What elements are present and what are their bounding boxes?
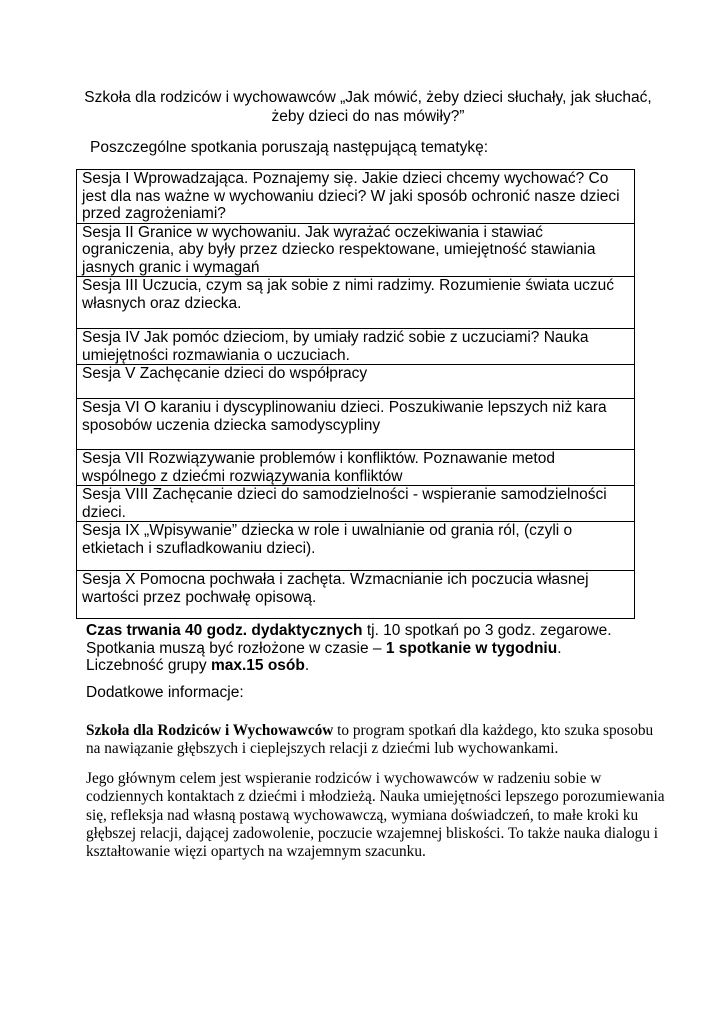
table-row [77,486,635,522]
schedule-text: Spotkania muszą być rozłożone w czasie – [86,639,386,657]
sessions-table [76,169,635,619]
duration-bold: Czas trwania 40 godz. dydaktycznych [86,622,363,639]
program-name: Szkoła dla Rodziców i Wychowawców [86,722,334,739]
duration-info [86,622,612,675]
session-cell: Sesja VII Rozwiązywanie problemów i konfliktów. Poznawanie metod wspólnego z dziećmi rozwiązywania konfliktów [77,450,635,486]
duration-line-1 [86,622,612,640]
group-size-end: . [304,657,310,674]
table-row [77,450,635,486]
table-row [77,329,635,365]
table-row [77,170,635,224]
intro-text: Poszczególne spotkania poruszają następującą tematykę: [90,139,489,156]
session-cell: Sesja VIII Zachęcanie dzieci do samodzielności - wspieranie samodzielności dzieci. [77,486,635,522]
extra-info-heading: Dodatkowe informacje: [86,684,244,701]
table-row [77,522,635,571]
group-size-bold: max.15 osób [210,657,305,674]
program-goal: Jego głównym celem jest wspieranie rodziców i wychowawców w radzeniu sobie w codziennych kontaktach z dziećmi i młodzieżą. Nauka umiejętności lepszego porozumiewania się, refleksja nad własną postawą wychowawczą, wymiana doświadczeń, to małe kroki ku głębszej relacji, dającej zadowolenie, poczucie wzajemnej bliskości. To także nauka dialogu i kształtowanie więzi opartych na wzajemnym szacunku. [86,770,665,861]
program-description-text: to program spotkań dla każdego, kto szuka sposobu na nawiązanie głębszych i cieplejszych relacji z dziećmi lub wychowankami. [86,722,654,758]
session-cell: Sesja IV Jak pomóc dzieciom, by umiały radzić sobie z uczuciami? Nauka umiejętności rozmawiania o uczuciach. [77,329,635,365]
session-cell: Sesja V Zachęcanie dzieci do współpracy [77,365,635,399]
session-cell: Sesja II Granice w wychowaniu. Jak wyrażać oczekiwania i stawiać ograniczenia, aby były przez dziecko respektowane, umiejętność stawiania jasnych granic i wymagań [77,223,635,277]
duration-text: tj. 10 spotkań po 3 godz. zegarowe. [362,622,612,639]
schedule-line [86,640,612,658]
table-row [77,399,635,450]
session-cell: Sesja VI O karaniu i dyscyplinowaniu dzieci. Poszukiwanie lepszych niż kara sposobów uczenia dziecka samodyscypliny [77,399,635,450]
document-title: Szkoła dla rodziców i wychowawców „Jak mówić, żeby dzieci słuchały, jak słuchać, żeby dzieci do nas mówiły?” [84,89,652,125]
session-cell: Sesja I Wprowadzająca. Poznajemy się. Jakie dzieci chcemy wychować? Co jest dla nas ważne w wychowaniu dzieci? W jaki sposób ochronić nasze dzieci przed zagrożeniami? [77,170,635,224]
table-row [77,277,635,329]
session-cell: Sesja III Uczucia, czym są jak sobie z nimi radzimy. Rozumienie świata uczuć własnych oraz dziecka. [77,277,635,329]
session-cell: Sesja IX „Wpisywanie” dziecka w role i uwalnianie od grania ról, (czyli o etkietach i szufladkowaniu dzieci). [77,522,635,571]
schedule-end: . [557,639,562,657]
table-row [77,571,635,619]
group-size-text: Liczebność grupy [86,657,211,674]
table-row [77,223,635,277]
group-size-line [86,657,612,675]
session-cell: Sesja X Pomocna pochwała i zachęta. Wzmacnianie ich poczucia własnej wartości przez pochwałę opisową. [77,571,635,619]
table-row [77,365,635,399]
schedule-bold: 1 spotkanie w tygodniu [385,639,558,657]
program-description [86,722,666,759]
